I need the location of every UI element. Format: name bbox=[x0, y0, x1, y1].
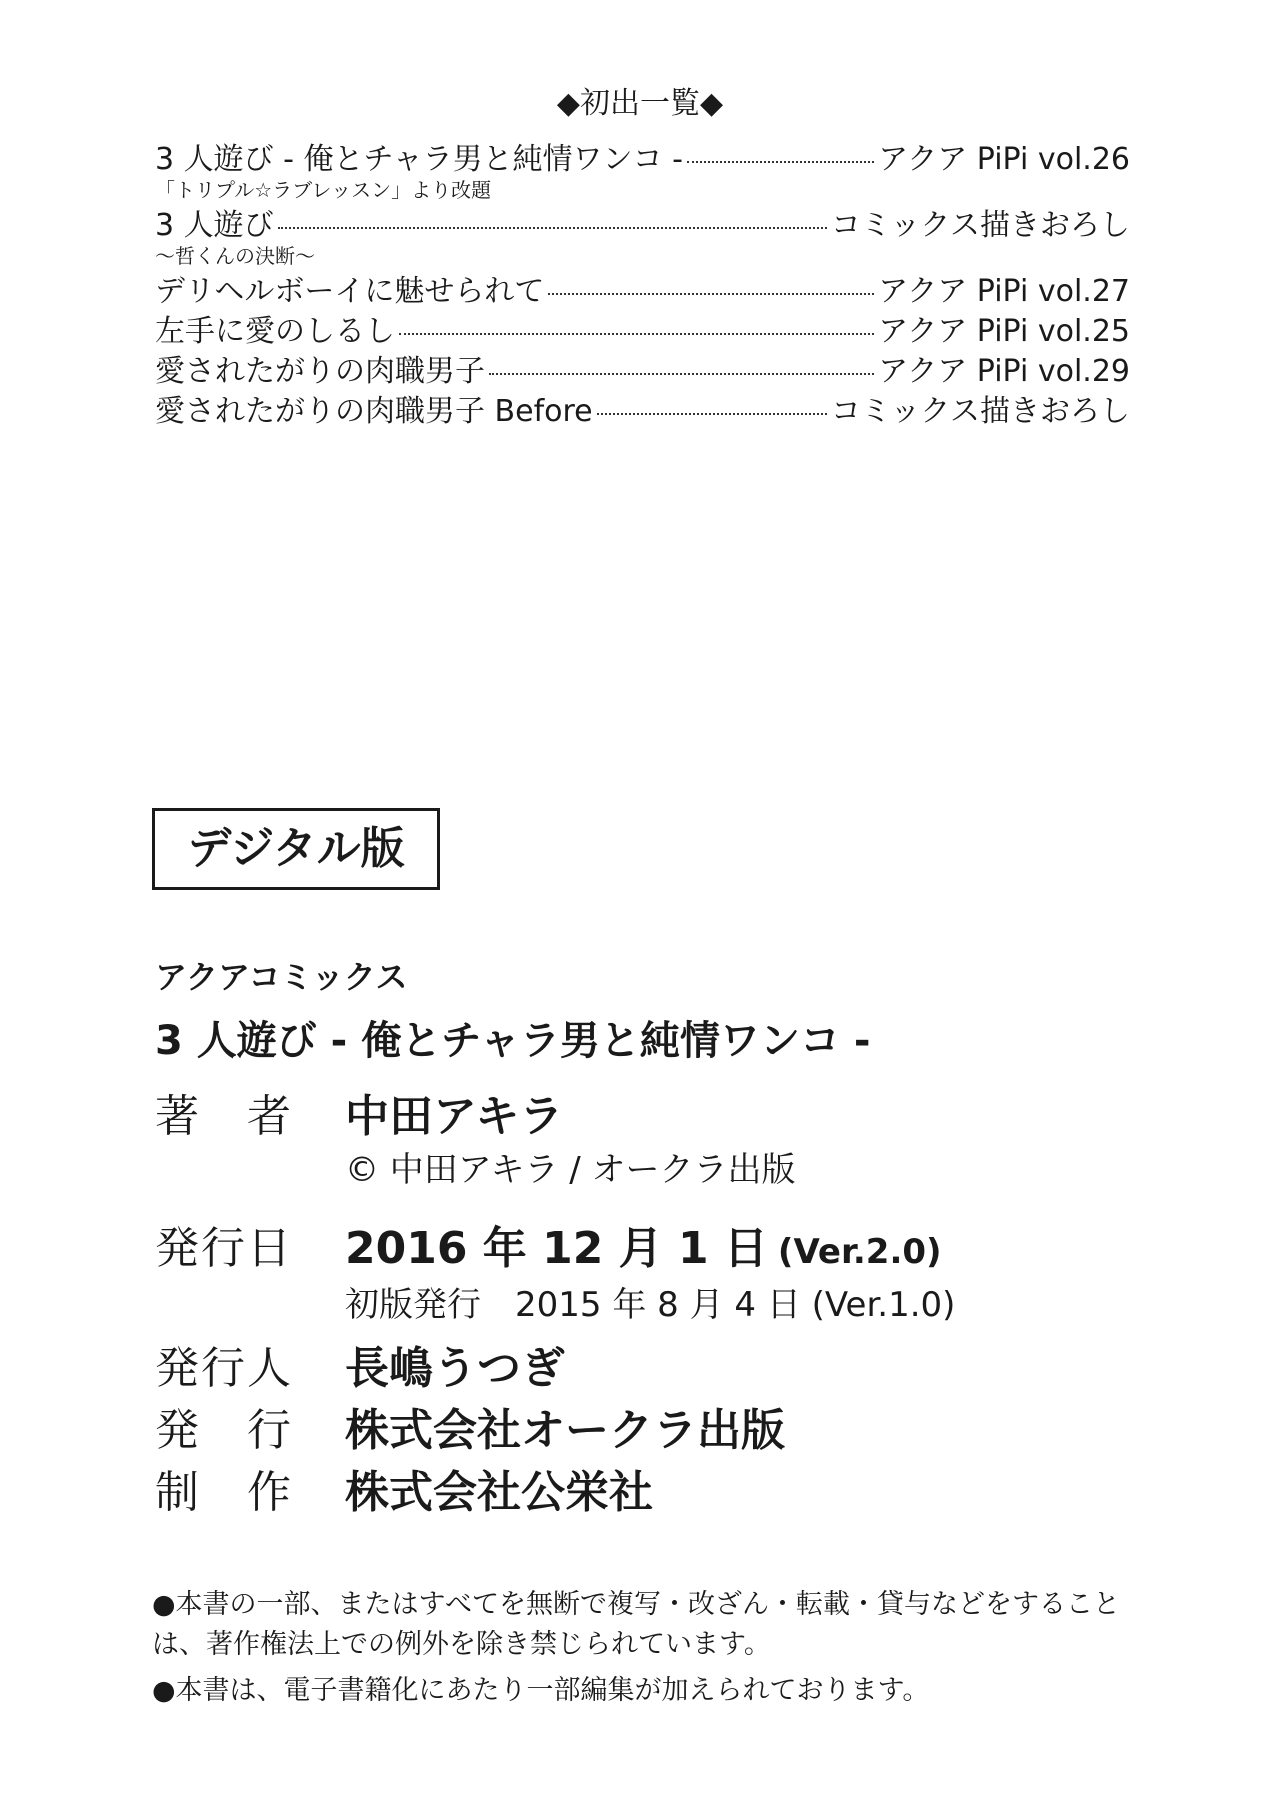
table-of-contents bbox=[155, 140, 1130, 432]
leader-dots bbox=[548, 293, 874, 295]
toc-entry-note: 〜哲くんの決断〜 bbox=[155, 244, 315, 268]
toc-entry-title: 3 人遊び bbox=[155, 208, 274, 243]
legal-notes bbox=[152, 1585, 1152, 1717]
production: 株式会社公栄社 bbox=[345, 1467, 653, 1518]
publisher-person: 長嶋うつぎ bbox=[345, 1343, 565, 1394]
toc-entry-source: アクア PiPi vol.26 bbox=[878, 142, 1130, 177]
digital-edition-badge: デジタル版 bbox=[152, 808, 440, 890]
publish-date-label: 発行日 bbox=[155, 1223, 293, 1274]
book-title: 3 人遊び - 俺とチャラ男と純情ワンコ - bbox=[155, 1018, 871, 1064]
toc-entry-title: 左手に愛のしるし bbox=[155, 314, 395, 349]
production-label: 制 作 bbox=[155, 1467, 293, 1518]
leader-dots bbox=[687, 161, 874, 163]
author-label: 著 者 bbox=[155, 1091, 293, 1142]
publisher-person-label: 発行人 bbox=[155, 1343, 293, 1394]
publish-date-row bbox=[155, 1219, 1155, 1282]
publish-date: 2016 年 12 月 1 日 bbox=[345, 1223, 768, 1274]
toc-entry-note: 「トリプル☆ラブレッスン」より改題 bbox=[155, 178, 492, 202]
leader-dots bbox=[597, 413, 827, 415]
author-name: 中田アキラ bbox=[345, 1091, 564, 1142]
toc-entry-source: コミックス描きおろし bbox=[830, 208, 1130, 243]
digital-edit-notice: ●本書は、電子書籍化にあたり一部編集が加えられております。 bbox=[152, 1675, 930, 1706]
toc-entry bbox=[155, 352, 1130, 392]
toc-entry-title: 愛されたがりの肉職男子 Before bbox=[155, 394, 593, 429]
toc-entry-source: アクア PiPi vol.27 bbox=[878, 274, 1130, 309]
publisher: 株式会社オークラ出版 bbox=[345, 1405, 785, 1456]
toc-entry-source: アクア PiPi vol.29 bbox=[878, 354, 1130, 389]
publisher-person-row bbox=[155, 1338, 1155, 1400]
first-edition-line: 初版発行 2015 年 8 月 4 日 (Ver.1.0) bbox=[345, 1285, 956, 1325]
leader-dots bbox=[278, 227, 827, 229]
author-row bbox=[155, 1087, 1155, 1147]
toc-entry-source: アクア PiPi vol.25 bbox=[878, 314, 1130, 349]
publisher-row bbox=[155, 1400, 1155, 1462]
publisher-label: 発 行 bbox=[155, 1405, 293, 1456]
toc-entry bbox=[155, 312, 1130, 352]
leader-dots bbox=[399, 333, 874, 335]
toc-entry bbox=[155, 272, 1130, 312]
publish-version: (Ver.2.0) bbox=[777, 1232, 942, 1272]
production-row bbox=[155, 1462, 1155, 1524]
copyright-notice: ●本書の一部、またはすべてを無断で複写・改ざん・転載・貸与などをすることは、著作権法上での例外を除き禁じられています。 bbox=[152, 1589, 1121, 1660]
toc-entry-title: 愛されたがりの肉職男子 bbox=[155, 354, 485, 389]
copyright-line: © 中田アキラ / オークラ出版 bbox=[345, 1150, 796, 1190]
toc-entry bbox=[155, 206, 1130, 246]
leader-dots bbox=[489, 373, 874, 375]
series-label: アクアコミックス bbox=[155, 958, 408, 996]
toc-entry bbox=[155, 140, 1130, 180]
toc-entry-source: コミックス描きおろし bbox=[830, 394, 1130, 429]
toc-heading: ◆初出一覧◆ bbox=[556, 86, 724, 121]
toc-entry-title: 3 人遊び - 俺とチャラ男と純情ワンコ - bbox=[155, 142, 683, 177]
toc-entry-title: デリヘルボーイに魅せられて bbox=[155, 274, 545, 309]
toc-entry bbox=[155, 392, 1130, 432]
colophon bbox=[155, 955, 1155, 1524]
